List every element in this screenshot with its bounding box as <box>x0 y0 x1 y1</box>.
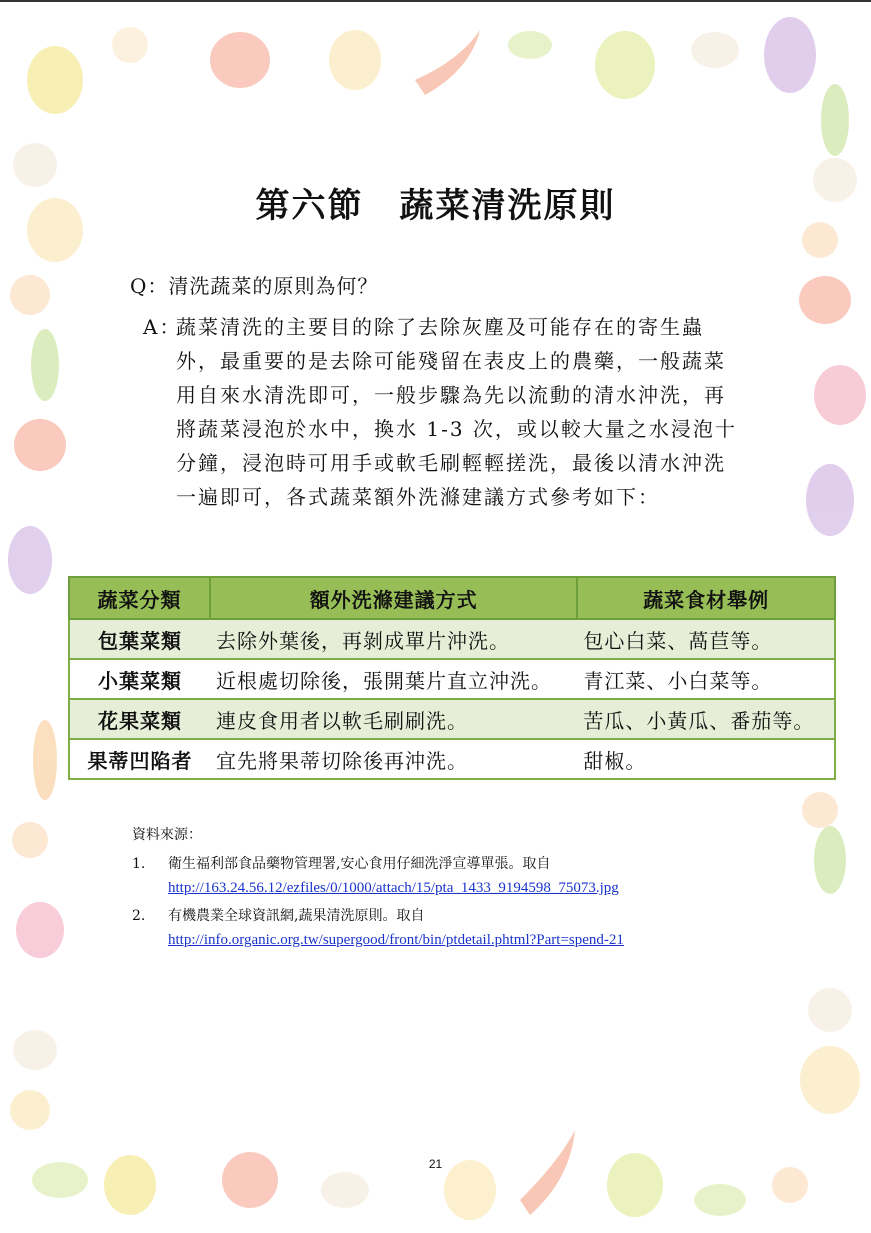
header-method: 額外洗滌建議方式 <box>210 577 577 619</box>
radish-icon <box>16 902 64 958</box>
row-method: 近根處切除後，張開葉片直立沖洗。 <box>210 659 577 699</box>
flower-icon <box>802 792 838 828</box>
eggplant-icon <box>806 464 854 536</box>
source-text: 有機農業全球資訊網,蔬果清洗原則。取自 <box>168 908 425 924</box>
page-title: 第六節 蔬菜清洗原則 <box>255 186 616 226</box>
onion-icon <box>329 30 381 90</box>
row-example: 苦瓜、小黃瓜、番茄等。 <box>577 699 835 739</box>
row-example: 青江菜、小白菜等。 <box>577 659 835 699</box>
row-method: 去除外葉後，再剝成單片沖洗。 <box>210 619 577 659</box>
bell-pepper-icon <box>595 31 655 99</box>
chili-icon <box>520 1130 575 1215</box>
chili-icon <box>821 84 849 156</box>
tomato-icon <box>799 276 851 324</box>
header-example: 蔬菜食材舉例 <box>577 577 835 619</box>
tomato-icon <box>14 419 66 471</box>
cleaning-methods-table <box>68 576 836 780</box>
source-link[interactable]: http://info.organic.org.tw/supergood/front/bin/ptdetail.phtml?Part=spend-21 <box>168 932 624 948</box>
carrot-icon <box>33 720 57 800</box>
table-row <box>69 739 835 779</box>
source-item <box>132 852 624 900</box>
row-category: 花果菜類 <box>69 699 210 739</box>
onion-icon <box>10 1090 50 1130</box>
eggplant-icon <box>8 526 52 594</box>
flower-icon <box>112 27 148 63</box>
flower-icon <box>10 275 50 315</box>
row-category: 小葉菜類 <box>69 659 210 699</box>
radish-icon <box>814 365 866 425</box>
source-item <box>132 904 624 952</box>
chili-icon <box>814 826 846 894</box>
row-method: 連皮食用者以軟毛刷刷洗。 <box>210 699 577 739</box>
eggplant-icon <box>764 17 816 93</box>
table-row <box>69 699 835 739</box>
onion-icon <box>800 1046 860 1114</box>
answer-text: 蔬菜清洗的主要目的除了去除灰塵及可能存在的寄生蟲外，最重要的是去除可能殘留在表皮上的農藥，一般蔬菜用自來水清洗即可，一般步驟為先以流動的清水沖洗，再將蔬菜浸泡於水中，換水 1-3 次，或以較大量之水浸泡十分鐘，浸泡時可用手或軟毛刷輕輕搓洗，最後以清水沖洗一遍即可，各式蔬菜額外洗滌建議方式參考如下： <box>176 315 737 509</box>
table-header-row <box>69 577 835 619</box>
leaf-icon <box>694 1184 746 1216</box>
mushroom-icon <box>691 32 739 68</box>
mushroom-icon <box>808 988 852 1032</box>
page-number: 21 <box>428 1157 443 1171</box>
table-row <box>69 659 835 699</box>
flower-icon <box>802 222 838 258</box>
bell-pepper-icon <box>27 46 83 114</box>
header-category: 蔬菜分類 <box>69 577 210 619</box>
row-method: 宜先將果蒂切除後再沖洗。 <box>210 739 577 779</box>
row-example: 包心白菜、萵苣等。 <box>577 619 835 659</box>
source-text: 衛生福利部食品藥物管理署,安心食用仔細洗淨宣導單張。取自 <box>168 856 551 872</box>
chili-icon <box>31 329 59 401</box>
source-number: 2. <box>132 908 146 924</box>
row-category: 包葉菜類 <box>69 619 210 659</box>
row-category: 果蒂凹陷者 <box>69 739 210 779</box>
flower-icon <box>12 822 48 858</box>
question-text: Q：清洗蔬菜的原則為何？ <box>130 274 379 298</box>
flower-icon <box>772 1167 808 1203</box>
mushroom-icon <box>13 1030 57 1070</box>
row-example: 甜椒。 <box>577 739 835 779</box>
tomato-icon <box>210 32 270 88</box>
leaf-icon <box>508 31 552 59</box>
sources-heading: 資料來源： <box>132 827 202 843</box>
mushroom-icon <box>321 1172 369 1208</box>
answer-label: A： <box>143 315 182 339</box>
source-number: 1. <box>132 856 146 872</box>
sources-section <box>132 824 624 956</box>
table-row <box>69 619 835 659</box>
chili-icon <box>415 30 480 95</box>
source-link[interactable]: http://163.24.56.12/ezfiles/0/1000/attach/15/pta_1433_9194598_75073.jpg <box>168 880 619 896</box>
